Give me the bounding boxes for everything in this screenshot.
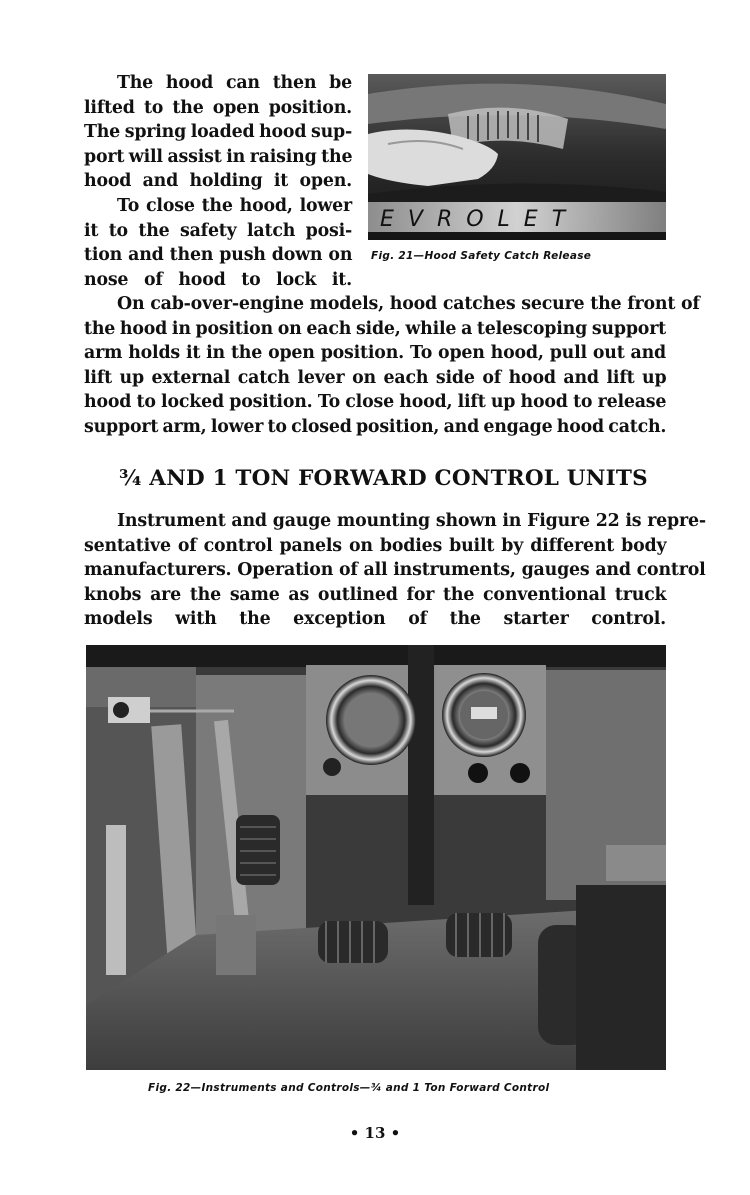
clutch-pedal <box>318 921 388 963</box>
text-line: manufacturers. Operation of all instruments, gauges and control <box>84 560 706 581</box>
text-line: lifted to the open position. <box>84 97 352 118</box>
text-line: knobs are the same as outlined for the conventional truck <box>84 584 667 605</box>
text-line: hood and holding it open. <box>84 171 352 192</box>
paragraph-hood-close <box>84 194 352 292</box>
text-line: hood to locked position. To close hood, lift up hood to release <box>84 392 667 413</box>
text-line: support arm, lower to closed position, and engage hood catch. <box>84 416 667 437</box>
figure-21-photo <box>368 74 666 240</box>
text-line: it to the safety latch posi- <box>84 220 352 241</box>
paragraph-instruments <box>84 509 706 632</box>
text-line: tion and then push down on <box>84 245 353 266</box>
text-line: nose of hood to lock it. <box>84 269 352 290</box>
paragraph-cab-over-engine <box>84 292 700 440</box>
text-line: port will assist in raising the <box>84 146 353 167</box>
chevrolet-badge-text: EVROLET <box>380 207 580 232</box>
figure-22-photo <box>86 645 666 1070</box>
figure-21-caption: Fig. 21—Hood Safety Catch Release <box>371 250 592 262</box>
text-line: the hood in position on each side, while a telescoping support <box>84 318 666 339</box>
text-line: arm holds it in the open position. To open hood, pull out and <box>84 343 666 364</box>
text-line: To close the hood, lower <box>117 196 352 216</box>
text-line: models with the exception of the starter control. <box>84 609 666 630</box>
hood-catch-photo <box>368 74 666 240</box>
text-line: The hood can then be <box>117 73 352 93</box>
text-line: On cab-over-engine models, hood catches secure the front of <box>117 294 700 314</box>
text-line: sentative of control panels on bodies built by different body <box>84 535 667 556</box>
figure-22-caption: Fig. 22—Instruments and Controls—¾ and 1 Ton Forward Control <box>148 1082 550 1094</box>
text-line: The spring loaded hood sup- <box>84 122 352 143</box>
forward-control-cab-photo <box>86 645 666 1070</box>
text-line: lift up external catch lever on each side of hood and lift up <box>84 367 667 388</box>
section-heading: ¾ AND 1 TON FORWARD CONTROL UNITS <box>119 466 648 491</box>
page-number: • 13 • <box>349 1124 401 1142</box>
paragraph-hood-open <box>84 71 352 194</box>
text-line: Instrument and gauge mounting shown in Figure 22 is repre- <box>117 511 706 531</box>
